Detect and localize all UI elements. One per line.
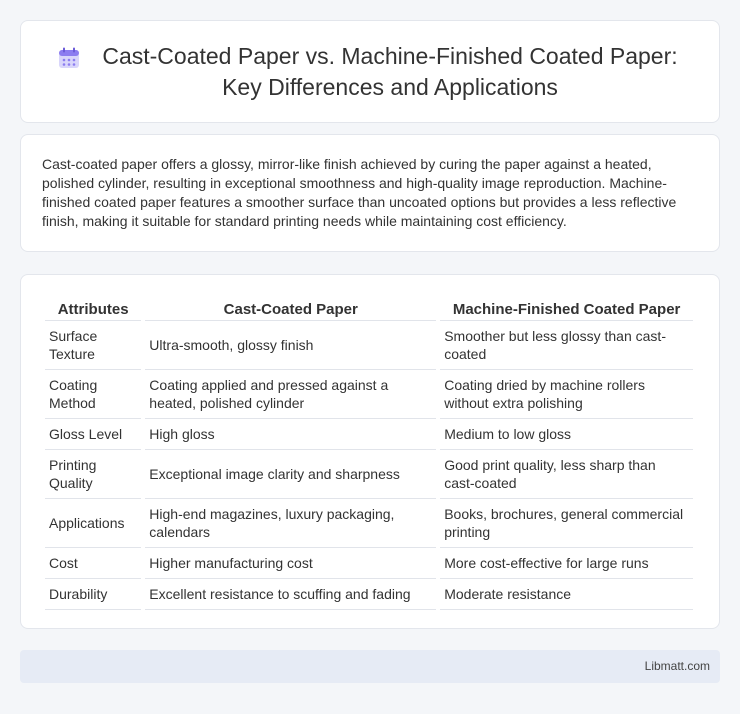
table-cell: Coating dried by machine rollers without extra polishing: [440, 370, 693, 419]
header-cast-coated: Cast-Coated Paper: [145, 295, 436, 321]
header-machine-finished: Machine-Finished Coated Paper: [440, 295, 693, 321]
table-row: [45, 370, 693, 419]
table-cell: Moderate resistance: [440, 579, 693, 610]
table-cell: Printing Quality: [45, 450, 141, 499]
table-row: [45, 450, 693, 499]
comparison-table: [41, 295, 697, 610]
table-cell: Ultra-smooth, glossy finish: [145, 321, 436, 370]
table-cell: High-end magazines, luxury packaging, calendars: [145, 499, 436, 548]
table-cell: Medium to low gloss: [440, 419, 693, 450]
comparison-card: [20, 274, 720, 629]
title-card: [20, 20, 720, 123]
header-attributes: Attributes: [45, 295, 141, 321]
table-cell: Cost: [45, 548, 141, 579]
table-cell: Smoother but less glossy than cast-coated: [440, 321, 693, 370]
table-cell: Applications: [45, 499, 141, 548]
page-title: Cast-Coated Paper vs. Machine-Finished Coated Paper: Key Differences and Applications: [102, 42, 678, 100]
table-cell: Higher manufacturing cost: [145, 548, 436, 579]
table-row: [45, 579, 693, 610]
table-header-row: [45, 295, 693, 321]
table-cell: Coating Method: [45, 370, 141, 419]
footer-bar: [20, 650, 720, 683]
intro-card: [20, 134, 720, 252]
table-row: [45, 499, 693, 548]
table-cell: Coating applied and pressed against a heated, polished cylinder: [145, 370, 436, 419]
table-cell: Books, brochures, general commercial printing: [440, 499, 693, 548]
intro-text: Cast-coated paper offers a glossy, mirror-like finish achieved by curing the paper against a heated, polished cylinder, resulting in exceptional smoothness and high-quality image reproduction. Machine-finished coated paper features a smoother surface than uncoated options but provides a less reflective finish, making it suitable for standard printing needs while maintaining cost efficiency.: [42, 156, 677, 229]
table-cell: Durability: [45, 579, 141, 610]
table-row: [45, 419, 693, 450]
table-row: [45, 548, 693, 579]
table-cell: Gloss Level: [45, 419, 141, 450]
table-cell: More cost-effective for large runs: [440, 548, 693, 579]
table-cell: Surface Texture: [45, 321, 141, 370]
table-cell: Good print quality, less sharp than cast-coated: [440, 450, 693, 499]
table-cell: Excellent resistance to scuffing and fading: [145, 579, 436, 610]
table-cell: Exceptional image clarity and sharpness: [145, 450, 436, 499]
table-row: [45, 321, 693, 370]
footer-site-link[interactable]: Libmatt.com: [644, 659, 710, 673]
table-cell: High gloss: [145, 419, 436, 450]
